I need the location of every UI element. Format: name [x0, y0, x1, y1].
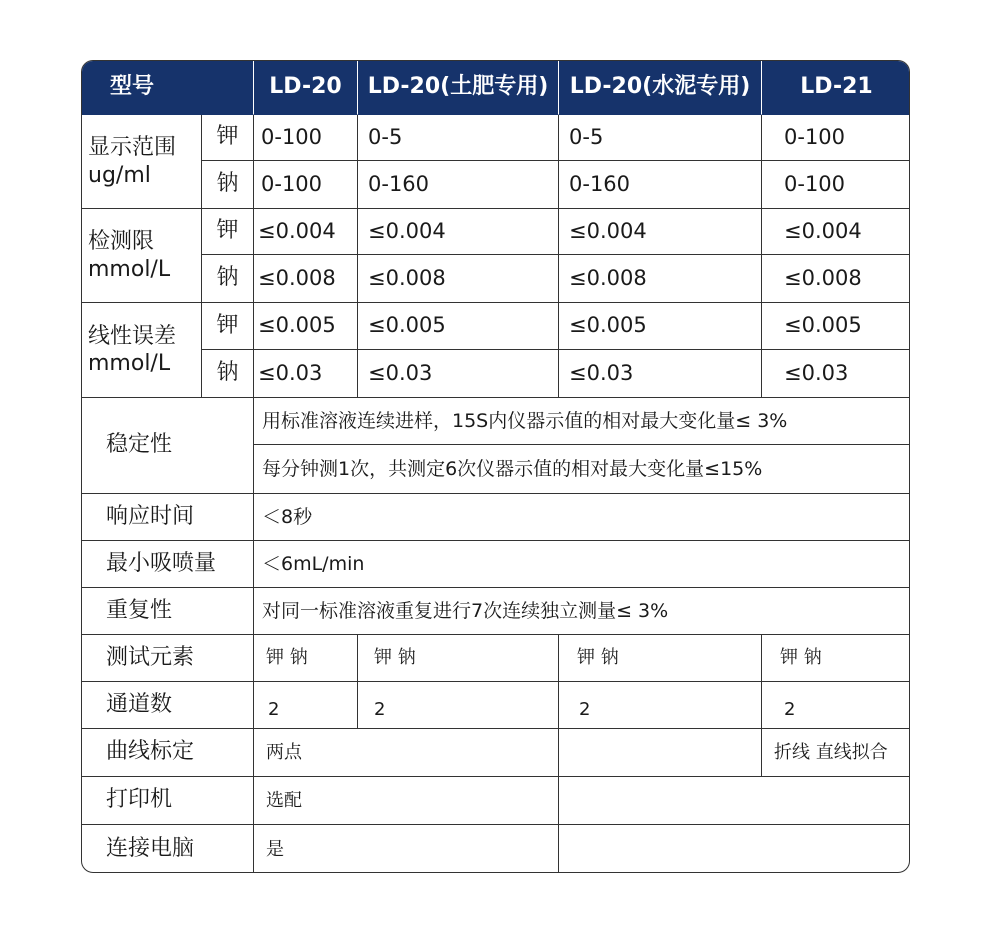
detection-limit-k-4: ≤0.004	[762, 209, 910, 255]
element-na-label: 钠	[202, 161, 254, 209]
response-time-label: 响应时间	[82, 494, 254, 541]
stability-label: 稳定性	[82, 398, 254, 494]
test-elements-1: 钾 钠	[254, 635, 358, 682]
test-elements-2: 钾 钠	[358, 635, 559, 682]
linear-error-na-1: ≤0.03	[254, 350, 358, 398]
pc-connect-value: 是	[254, 825, 559, 873]
header-model-3: LD-20(水泥专用)	[559, 61, 762, 115]
test-elements-label: 测试元素	[82, 635, 254, 682]
pc-connect-label: 连接电脑	[82, 825, 254, 873]
linear-error-na-4: ≤0.03	[762, 350, 910, 398]
display-range-k-1: 0-100	[254, 115, 358, 161]
detection-limit-na-3: ≤0.008	[559, 255, 762, 303]
channels-3: 2	[559, 682, 762, 729]
linear-error-k-3: ≤0.005	[559, 303, 762, 350]
linear-error-label	[82, 303, 202, 398]
display-range-label-cn: 显示范围	[88, 135, 177, 160]
display-range-label	[82, 115, 202, 209]
linear-error-unit: mmol/L	[88, 351, 171, 376]
printer-value: 选配	[254, 777, 559, 825]
detection-limit-unit: mmol/L	[88, 256, 171, 282]
display-range-na-4: 0-100	[762, 161, 910, 209]
curve-calibration-empty	[559, 729, 762, 777]
stability-line-1: 用标准溶液连续进样，15S内仪器示值的相对最大变化量≤ 3%	[254, 398, 910, 445]
element-na-label: 钠	[202, 350, 254, 398]
channels-1: 2	[254, 682, 358, 729]
display-range-unit: ug/ml	[88, 162, 151, 188]
header-model-2: LD-20(土肥专用)	[358, 61, 559, 115]
curve-calibration-label: 曲线标定	[82, 729, 254, 777]
linear-error-label-cn: 线性误差	[88, 323, 177, 349]
min-flow-label: 最小吸喷量	[82, 541, 254, 588]
linear-error-k-4: ≤0.005	[762, 303, 910, 350]
printer-empty	[559, 777, 910, 825]
pc-connect-empty	[559, 825, 910, 873]
detection-limit-k-3: ≤0.004	[559, 209, 762, 255]
spec-table	[81, 60, 910, 873]
element-k-label: 钾	[202, 209, 254, 255]
display-range-k-4: 0-100	[762, 115, 910, 161]
display-range-k-2: 0-5	[358, 115, 559, 161]
display-range-na-1: 0-100	[254, 161, 358, 209]
detection-limit-na-1: ≤0.008	[254, 255, 358, 303]
linear-error-k-1: ≤0.005	[254, 303, 358, 350]
display-range-k-3: 0-5	[559, 115, 762, 161]
min-flow-value: ＜6mL/min	[254, 541, 910, 588]
detection-limit-na-4: ≤0.008	[762, 255, 910, 303]
element-k-label: 钾	[202, 303, 254, 350]
channels-2: 2	[358, 682, 559, 729]
stability-line-2: 每分钟测1次，共测定6次仪器示值的相对最大变化量≤15%	[254, 445, 910, 494]
repeatability-label: 重复性	[82, 588, 254, 635]
display-range-na-3: 0-160	[559, 161, 762, 209]
detection-limit-label-cn: 检测限	[88, 229, 155, 254]
element-na-label: 钠	[202, 255, 254, 303]
linear-error-na-3: ≤0.03	[559, 350, 762, 398]
channels-label: 通道数	[82, 682, 254, 729]
repeatability-value: 对同一标准溶液重复进行7次连续独立测量≤ 3%	[254, 588, 910, 635]
detection-limit-na-2: ≤0.008	[358, 255, 559, 303]
test-elements-3: 钾 钠	[559, 635, 762, 682]
detection-limit-k-2: ≤0.004	[358, 209, 559, 255]
linear-error-na-2: ≤0.03	[358, 350, 559, 398]
detection-limit-k-1: ≤0.004	[254, 209, 358, 255]
printer-label: 打印机	[82, 777, 254, 825]
linear-error-k-2: ≤0.005	[358, 303, 559, 350]
response-time-value: ＜8秒	[254, 494, 910, 541]
test-elements-4: 钾 钠	[762, 635, 910, 682]
channels-4: 2	[762, 682, 910, 729]
header-model-label: 型号	[82, 61, 254, 115]
header-model-4: LD-21	[762, 61, 910, 115]
element-k-label: 钾	[202, 115, 254, 161]
detection-limit-label	[82, 209, 202, 303]
header-model-1: LD-20	[254, 61, 358, 115]
curve-calibration-value-b: 折线 直线拟合	[762, 729, 910, 777]
curve-calibration-value-a: 两点	[254, 729, 559, 777]
display-range-na-2: 0-160	[358, 161, 559, 209]
